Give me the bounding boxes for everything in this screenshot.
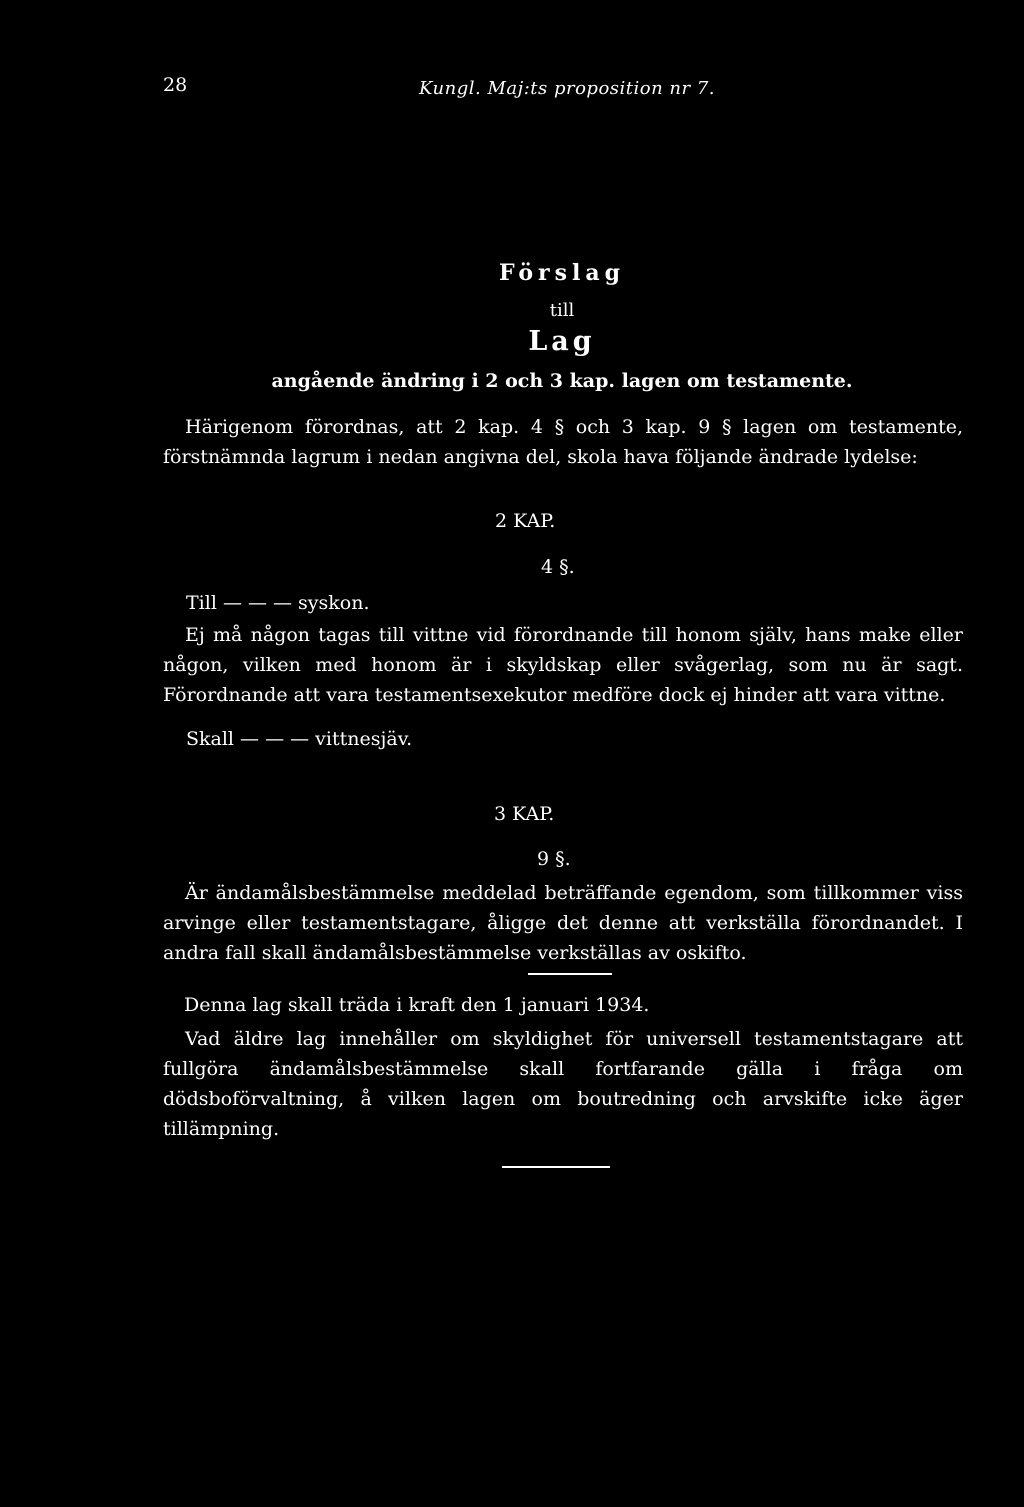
chapter-3-heading: 3 KAP. <box>494 803 555 825</box>
chapter-3-paragraph: Är ändamålsbestämmelse meddelad beträffande egendom, som tillkommer viss arvinge eller testamentstagare, åligge det denne att verkställa förordnandet. I andra fall skall ändamålsbestämmelse verkställas av oskifto. <box>163 882 963 964</box>
chapter-3-section: 9 §. <box>537 848 571 870</box>
end-rule <box>502 1166 610 1168</box>
chapter-2-paragraph: Ej må någon tagas till vittne vid förordnande till honom själv, hans make eller någon, vilken med honom är i skyldskap eller svågerlag, som nu är sagt. Förordnande att vara testamentsexekutor medföre dock ej hinder att vara vittne. <box>163 624 963 706</box>
chapter-2-till-line: Till — — — syskon. <box>186 592 370 614</box>
chapter-2-skall-line: Skall — — — vittnesjäv. <box>186 728 413 750</box>
law-heading: Lag <box>528 326 596 357</box>
proposal-heading: Förslag <box>498 260 626 286</box>
intro-paragraph: Härigenom förordnas, att 2 kap. 4 § och 3 kap. 9 § lagen om testamente, förstnämnda lagrum i nedan angivna del, skola hava följande ändrade lydelse: <box>163 416 963 468</box>
transitional-paragraph-2: Vad äldre lag innehåller om skyldighet för universell testamentstagare att fullgöra ändamålsbestämmelse skall fortfarande gälla i fråga om dödsboförvaltning, å vilken lagen om boutredning och arvskifte icke äger tillämpning. <box>163 1028 963 1140</box>
running-head: Kungl. Maj:ts proposition nr 7. <box>419 78 716 99</box>
section-divider <box>528 973 612 975</box>
page-number: 28 <box>163 74 188 96</box>
law-subtitle: angående ändring i 2 och 3 kap. lagen om testamente. <box>271 370 853 392</box>
chapter-2-heading: 2 KAP. <box>495 510 556 532</box>
chapter-2-section: 4 §. <box>541 556 575 578</box>
proposal-till: till <box>549 300 575 321</box>
transitional-paragraph-1: Denna lag skall träda i kraft den 1 januari 1934. <box>184 994 650 1016</box>
